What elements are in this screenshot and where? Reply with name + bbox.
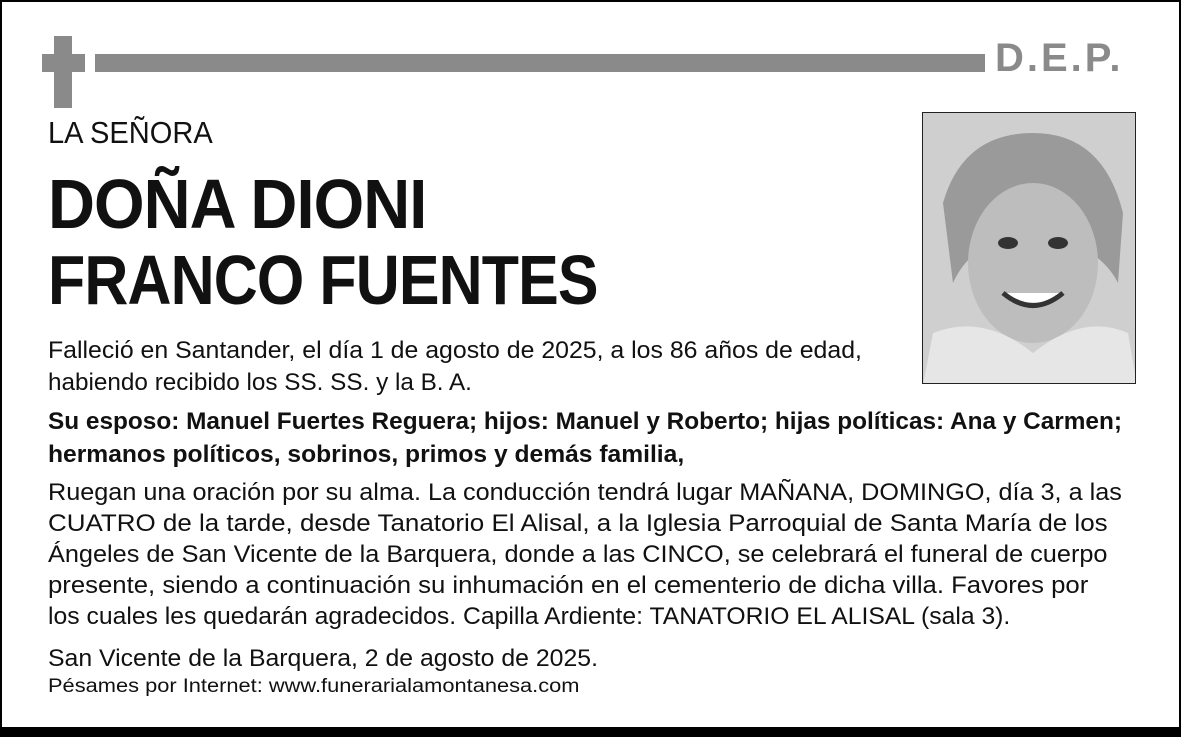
death-line-1: Falleció en Santander, el día 1 de agosto de 2025, a los 86 años de edad, [48,337,862,364]
deceased-photo [922,112,1136,384]
deceased-name-line-2: FRANCO FUENTES [48,241,598,319]
death-line-2: habiendo recibido los SS. SS. y la B. A. [48,369,472,396]
header-rule [95,54,985,72]
service-line-1: Ruegan una oración por su alma. La conducción tendrá lugar MAÑANA, DOMINGO, día 3, a las [48,479,1122,506]
family-line-2: hermanos políticos, sobrinos, primos y demás familia, [48,441,685,468]
deceased-name-line-1: DOÑA DIONI [48,165,427,243]
intro-title: LA SEÑORA [48,115,213,150]
service-line-4: presente, siendo a continuación su inhumación en el cementerio de dicha villa. Favores por [48,572,1089,599]
family-line-1: Su esposo: Manuel Fuertes Reguera; hijos: Manuel y Roberto; hijas políticas: Ana y Carmen; [48,408,1122,435]
service-line-5: los cuales les quedarán agradecidos. Capilla Ardiente: TANATORIO EL ALISAL (sala 3). [48,603,1011,630]
service-line-3: Ángeles de San Vicente de la Barquera, donde a las CINCO, se celebrará el funeral de cuerpo [48,541,1108,568]
dep-mark: D.E.P. [995,36,1124,80]
service-line-2: CUATRO de la tarde, desde Tanatorio El Alisal, a la Iglesia Parroquial de Santa María de los [48,510,1108,537]
cross-icon [54,36,72,108]
condolences-link[interactable]: Pésames por Internet: www.funerarialamontanesa.com [48,676,580,697]
place-date: San Vicente de la Barquera, 2 de agosto de 2025. [48,645,598,672]
cross-icon-arm [42,54,85,72]
